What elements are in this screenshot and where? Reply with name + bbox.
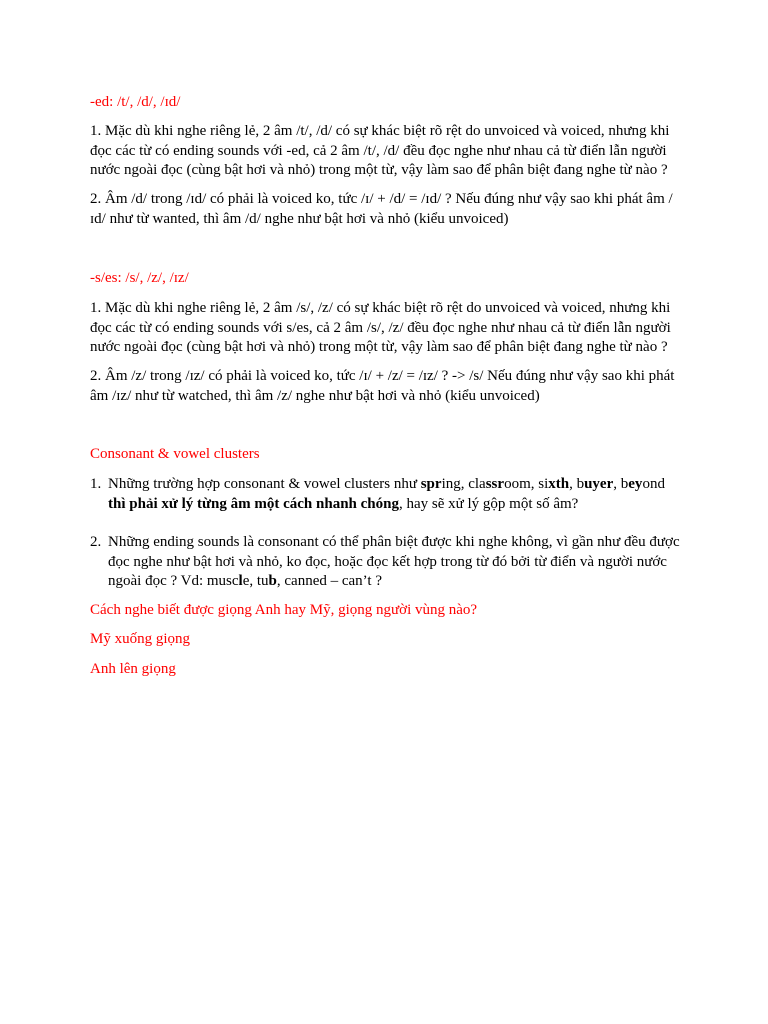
accent-uk: Anh lên giọng [90, 661, 176, 677]
accent-us: Mỹ xuống giọng [90, 631, 191, 647]
ses-question-2: 2. Âm /z/ trong /ɪz/ có phải là voiced ko, tức /ɪ/ + /z/ = /ɪz/ ? -> /s/ Nếu đúng như vậy sao khi phát âm /ɪz/ như từ watched, thì âm /z/ nghe như bật hơi và nhỏ (kiểu unvoiced) [90, 368, 675, 404]
clusters-heading: Consonant & vowel clusters [90, 446, 260, 462]
list-number: 2. [90, 534, 102, 550]
list-item-text: Những ending sounds là consonant có thể phân biệt được khi nghe không, vì gần như đều được đọc nghe như bật hơi và nhỏ, ko đọc, hoặc đọc kết hợp trong từ đó bởi từ điển và người nước ngoài đọc ? Vd: muscle, tub, canned – can’t ? [108, 534, 680, 589]
list-number: 1. [90, 476, 102, 492]
ed-heading: -ed: /t/, /d/, /ɪd/ [90, 94, 181, 110]
clusters-list-item [90, 533, 682, 592]
ses-question-1: 1. Mặc dù khi nghe riêng lẻ, 2 âm /s/, /z/ có sự khác biệt rõ rệt do unvoiced và voiced, nhưng khi đọc các từ có ending sounds với s/es, cả 2 âm /s/, /z/ đều đọc nghe như nhau cả từ điển lẫn người nước ngoài đọc (cùng bật hơi và nhỏ) trong một từ, vậy làm sao để phân biệt đang nghe từ nào ? [90, 300, 671, 355]
clusters-list-item [90, 475, 682, 514]
ed-question-2: 2. Âm /d/ trong /ɪd/ có phải là voiced ko, tức /ɪ/ + /d/ = /ɪd/ ? Nếu đúng như vậy sao khi phát âm /ɪd/ như từ wanted, thì âm /d/ nghe như bật hơi và nhỏ (kiểu unvoiced) [90, 191, 673, 227]
ses-heading: -s/es: /s/, /z/, /ɪz/ [90, 270, 189, 286]
list-item-text: Những trường hợp consonant & vowel clusters như spring, classroom, sixth, buyer, beyond thì phải xử lý từng âm một cách nhanh chóng, hay sẽ xử lý gộp một số âm? [108, 476, 665, 512]
ed-question-1: 1. Mặc dù khi nghe riêng lẻ, 2 âm /t/, /d/ có sự khác biệt rõ rệt do unvoiced và voiced, nhưng khi đọc các từ có ending sounds với -ed, cả 2 âm /t/, /d/ đều đọc nghe như nhau cả từ điển lẫn người nước ngoài đọc (cùng bật hơi và nhỏ) trong một từ, vậy làm sao để phân biệt đang nghe từ nào ? [90, 123, 670, 178]
accent-question: Cách nghe biết được giọng Anh hay Mỹ, giọng người vùng nào? [90, 602, 478, 618]
